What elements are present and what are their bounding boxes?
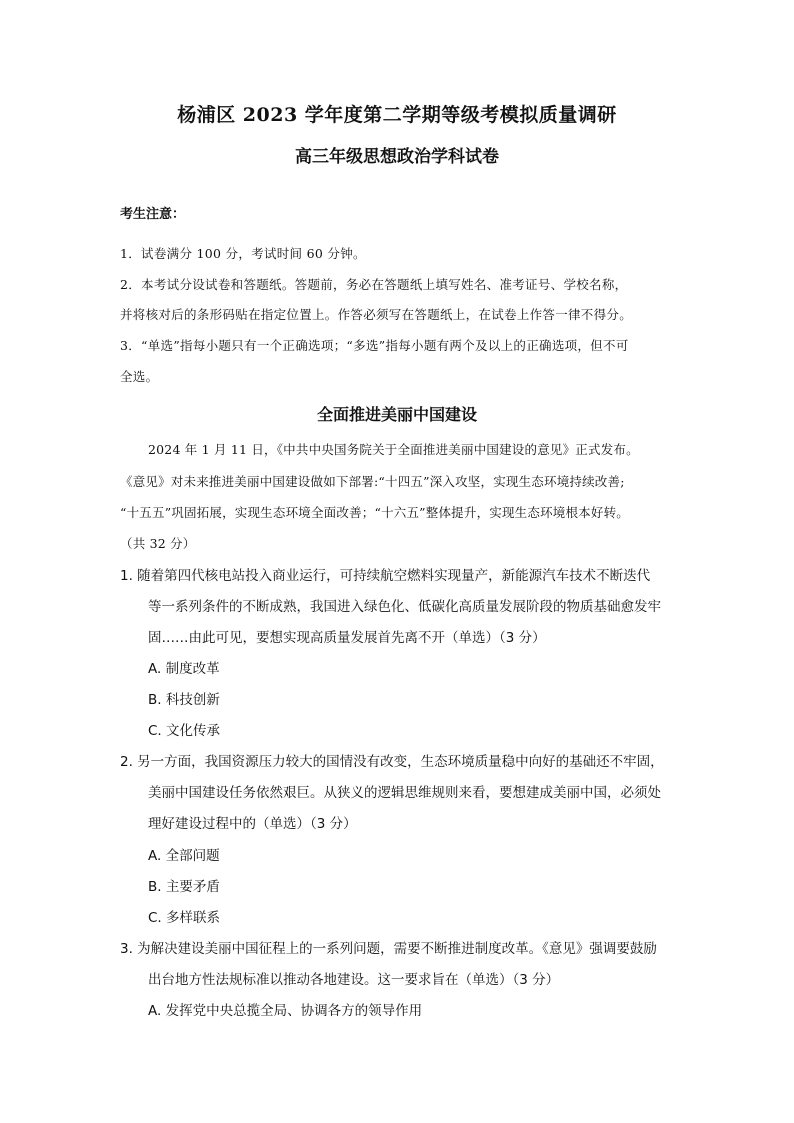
question-2-option-b: B. 主要矛盾 [148,879,220,895]
question-2-line: 2. 另一方面，我国资源压力较大的国情没有改变，生态环境质量稳中向好的基础还不牢固， [120,754,664,770]
question-3-line: 3. 为解决建设美丽中国征程上的一系列问题，需要不断推进制度改革。《意见》强调要鼓励 [120,941,657,957]
question-1-line: 1. 随着第四代核电站投入商业运行，可持续航空燃料实现量产，新能源汽车技术不断迭代 [120,568,651,584]
question-2-line: 理好建设过程中的（单选）（3 分） [148,816,357,832]
question-3-line: 出台地方性法规标准以推动各地建设。这一要求旨在（单选）（3 分） [148,972,560,988]
question-1-option-c: C. 文化传承 [148,723,221,739]
question-1-option-b: B. 科技创新 [148,692,220,708]
question-2-line: 美丽中国建设任务依然艰巨。从狭义的逻辑思维规则来看，要想建成美丽中国，必须处 [148,785,661,801]
question-1-line: 等一系列条件的不断成熟，我国进入绿色化、低碳化高质量发展阶段的物质基础愈发牢 [148,599,661,615]
notice-line: 1．试卷满分 100 分，考试时间 60 分钟。 [120,246,366,261]
notice-line: 全选。 [120,369,159,384]
intro-line: 2024 年 1 月 11 日，《中共中央国务院关于全面推进美丽中国建设的意见》正式发布。 [148,442,639,457]
question-3-option-a: A. 发挥党中央总揽全局、协调各方的领导作用 [148,1003,423,1019]
section-title: 全面推进美丽中国建设 [316,405,477,424]
question-2-option-c: C. 多样联系 [148,910,221,926]
exam-subtitle: 高三年级思想政治学科试卷 [295,147,499,167]
exam-title: 杨浦区 2023 学年度第二学期等级考模拟质量调研 [177,104,617,126]
notice-line: 2．本考试分设试卷和答题纸。答题前，务必在答题纸上填写姓名、准考证号、学校名称， [120,277,628,292]
notice-line: 3．“单选”指每小题只有一个正确选项；“多选”指每小题有两个及以上的正确选项，但不可 [120,338,629,353]
intro-line: （共 32 分） [120,536,196,551]
question-1-line: 固……由此可见，要想实现高质量发展首先离不开（单选）（3 分） [148,630,546,646]
intro-line: 《意见》对未来推进美丽中国建设做如下部署:“十四五”深入攻坚，实现生态环境持续改善; [120,474,625,489]
notice-line: 并将核对后的条形码贴在指定位置上。作答必须写在答题纸上，在试卷上作答一律不得分。 [120,307,633,322]
notice-heading: 考生注意： [120,207,186,222]
question-1-option-a: A. 制度改革 [148,661,220,677]
intro-line: “十五五”巩固拓展，实现生态环境全面改善；“十六五”整体提升，实现生态环境根本好转。 [120,505,629,520]
question-2-option-a: A. 全部问题 [148,848,220,864]
